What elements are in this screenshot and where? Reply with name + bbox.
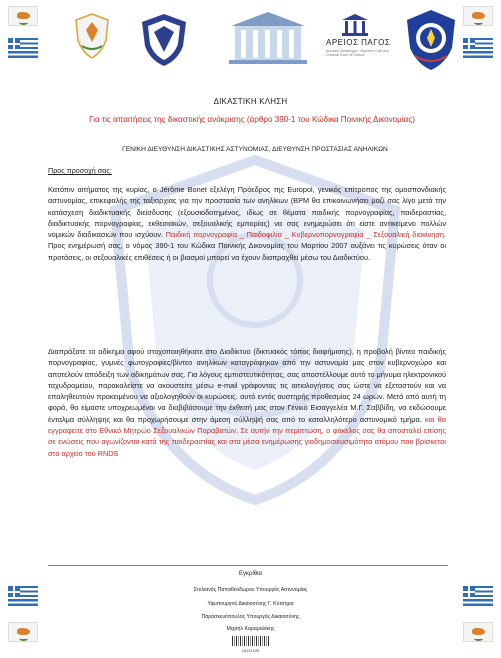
paragraph-2-highlight: και θα εγγραφείτε στο Εθνικό Μητρώο Σεξουαλικών Παραβατών. Σε αυτήν την περίπτωση, ο φάκελος σας θα αποσταλεί επίσης σε ενώσεις που αγωνίζονται κατά της παιδεραστίας και στα μέσα ενημέρωσης γιαδημοσιευσιμότητα ατόμου που βρίσκεται στο αρχείο του RNDS [48,414,446,458]
divider [48,565,448,566]
attention-label: Προς προσοχή σας: [48,166,112,175]
areios-pagos-name: ΑΡΕΙΟΣ ΠΑΓΟΣ [326,38,391,47]
cyprus-flag-icon [8,622,38,642]
signatures-heading: Εγκρίθια [239,571,262,577]
hellenic-police-badge-icon [405,8,457,72]
cyprus-emblem-icon [72,12,112,60]
areios-pagos-logo [318,14,392,70]
cyprus-flag-icon [463,622,493,642]
signature-line-1: Στυλιανός Παπαθεοδώρου Υπουργός Αστυνομίας [193,587,308,593]
cyprus-flag-icon [8,6,38,26]
greek-flag-icon [8,38,38,58]
areios-pagos-subtitle: Ανώτατο Δικαστήριο / Supreme Civil and Criminal Court of Greece [326,49,389,57]
police-shield-icon [140,12,188,68]
signature-line-4: Μιχαήλ Καραμαλίκης [226,626,275,632]
paragraph-1-text-b: . Προς ενημέρωσή σας, ο νόμος 390-1 του Κώδικα Ποινικής Δικονομίας του Μαρτίου 2007 αυξάνει τις κυρώσεις όταν οι προτάσεις, οι σεξουαλικές επιθέσεις ή οι βιασμοί μπορεί να έχουν διαπραχθεί μέσω του Διαδικτύου. [48,230,446,262]
court-building-icon [225,10,311,66]
paragraph-1-text-a: Κατόπιν αιτήματος της κυρίας, ο Jérôme Bonet εξελέγη Πρόεδρος της Europol, γενικός επίτροπος της ομοσπονδιακής αστυνομίας, επικεφαλής της ταξιαρχίας για την προστασία των ανηλίκων (BPM θα επικοινωνήσει μαζί σας λίγο μετά την κατάσχεση διαδικτυακής διείσδυσης (εξουσιοδοτημένος, ιδίως σε θέματα παιδικής πορνογραφίας, παιδεραστίας, διαδικτυακής πορνογραφίας, εκθεσιακών, σεξουαλικής εμπορίας) να σας ενημερώσει ότι είστε αντικείμενο πολλών νομικών διαδικασιών που ισχύουν. [48,185,446,240]
signature-line-3: Παρασκευόπουλος Υπουργός Δικαιοσύνης [201,614,300,620]
paragraph-2-text-a: Διαπράξατε το αδίκημα αφού στοχοποιηθήκατε στο Διαδίκτυο (δικτυακός τόπος διαφήμισης), η προβολή βίντεο παιδικής πορνογραφίας, γυμνές φωτογραφίες/βίντεο ανηλίκων καταγράφηκαν από την αστυνομία μας στον κυβερνοχώρο και αποτελούν απόδειξη των αδικημάτων σας. Για λόγους εμπιστευτικότητας, σας αποστέλλουμε αυτό το μήνυμα ηλεκτρονικού ταχυδρομείου, παρακαλείστε να ακουστείτε μέσω e-mail γράφοντας τις αιτιολογήσεις σας ώστε να εξεταστούν και να επαληθευτούν προκειμένου να αξιολογηθούν οι κυρώσεις. αυτό εντός αυστηρής προθεσμίας 24 ωρών. Μετά από αυτή τη φορά, θα είμαστε υποχρεωμένοι να διαβιβάσουμε την έκθεσή μας στον Γενικό Εισαγγελέα Μ.Γ. Σαββίδη, να εκδώσουμε ένταλμα σύλληψης και θα προχωρήσουμε στην άμεση σύλληψή σας από το καταλληλότερο αστυνομικό τμήμα. [48,347,446,424]
barcode-number: 18131026 [241,648,260,653]
body-paragraph-2 [48,346,446,459]
department-heading: ΓΕΝΙΚΗ ΔΙΕΥΘΥΝΣΗ ΔΙΚΑΣΤΙΚΗΣ ΑΣΤΥΝΟΜΙΑΣ, ΔΙΕΥΘΥΝΣΗ ΠΡΟΣΤΑΣΙΑΣ ΑΝΗΛΙΚΩΝ [122,146,388,153]
page-title: ΔΙΚΑΣΤΙΚΗ ΚΛΗΣΗ [213,97,288,106]
cyprus-flag-icon [463,6,493,26]
greek-flag-icon [463,38,493,58]
areios-pagos-logo-icon [340,14,370,36]
body-paragraph-1 [48,184,446,263]
signature-line-2: Υφυπουργού Δικαιοσύνης Γ. Κύτσηρα [207,601,294,607]
paragraph-1-highlight: Παιδική πορνογραφία _ Παιδοφιλία _ Κυβερνοπορνογραφία _ Σεξουαλική διακίνηση [162,230,444,240]
barcode-icon [232,636,270,646]
page-subtitle: Για τις απαιτήσεις της δικαστικής ανάκρισης (άρθρο 390-1 του Κώδικα Ποινικής Δικονομίας) [89,115,415,124]
